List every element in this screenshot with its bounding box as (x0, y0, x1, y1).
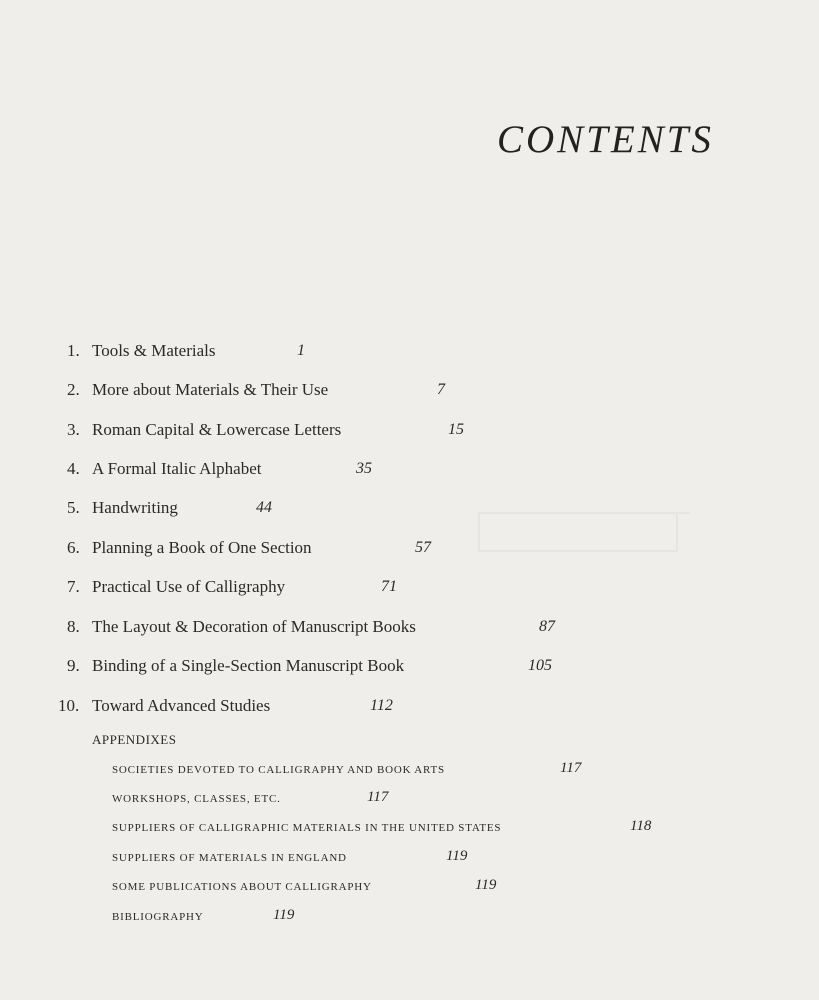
chapter-page-number: 57 (415, 539, 431, 556)
chapter-title: Handwriting (92, 498, 178, 517)
chapter-number: 10. (58, 696, 80, 715)
chapter-page-number: 15 (448, 421, 464, 438)
chapter-title: Tools & Materials (92, 341, 216, 360)
chapter-title: Toward Advanced Studies (92, 696, 271, 715)
appendix-page-number: 117 (367, 789, 389, 805)
chapter-page-number: 112 (370, 697, 393, 714)
appendix-page-number: 119 (446, 848, 468, 864)
chapter-page-number: 71 (381, 578, 397, 595)
appendix-page-number: 118 (630, 818, 652, 834)
appendix-page-number: 119 (475, 877, 497, 893)
bleed-through-rule (478, 550, 678, 552)
appendix-title: SUPPLIERS OF MATERIALS IN ENGLAND (112, 852, 347, 864)
appendix-title: SOCIETIES DEVOTED TO CALLIGRAPHY AND BOOK ARTS (112, 764, 445, 776)
chapter-title: The Layout & Decoration of Manuscript Books (92, 617, 416, 636)
chapter-number: 8. (67, 617, 80, 636)
chapter-number: 5. (67, 498, 80, 517)
appendix-page-number: 119 (273, 907, 295, 923)
appendix-title: SOME PUBLICATIONS ABOUT CALLIGRAPHY (112, 881, 372, 893)
chapter-title: Roman Capital & Lowercase Letters (92, 420, 342, 439)
chapter-page-number: 7 (437, 381, 445, 398)
chapter-number: 7. (67, 577, 80, 596)
chapter-page-number: 44 (256, 499, 272, 516)
chapter-page-number: 1 (297, 342, 305, 359)
bleed-through-rule (676, 512, 678, 552)
chapter-title: Practical Use of Calligraphy (92, 577, 286, 596)
chapter-page-number: 35 (356, 460, 372, 477)
appendix-title: BIBLIOGRAPHY (112, 911, 204, 923)
appendix-title: SUPPLIERS OF CALLIGRAPHIC MATERIALS IN THE UNITED STATES (112, 822, 502, 834)
chapter-title: A Formal Italic Alphabet (92, 459, 262, 478)
chapter-number: 1. (67, 341, 80, 360)
chapter-title: Planning a Book of One Section (92, 538, 312, 557)
bleed-through-rule (478, 512, 690, 514)
chapter-number: 9. (67, 656, 80, 675)
appendix-title: WORKSHOPS, CLASSES, ETC. (112, 793, 281, 805)
chapter-title: More about Materials & Their Use (92, 380, 329, 399)
chapter-number: 3. (67, 420, 80, 439)
appendixes-heading: APPENDIXES (92, 732, 177, 747)
appendix-page-number: 117 (560, 760, 582, 776)
chapter-number: 6. (67, 538, 80, 557)
bleed-through-rule (478, 512, 480, 552)
chapter-page-number: 105 (528, 657, 552, 674)
chapter-number: 2. (67, 380, 80, 399)
chapter-number: 4. (67, 459, 80, 478)
chapter-title: Binding of a Single-Section Manuscript Book (92, 656, 405, 675)
page-title: CONTENTS (497, 118, 714, 161)
chapter-page-number: 87 (539, 618, 555, 635)
